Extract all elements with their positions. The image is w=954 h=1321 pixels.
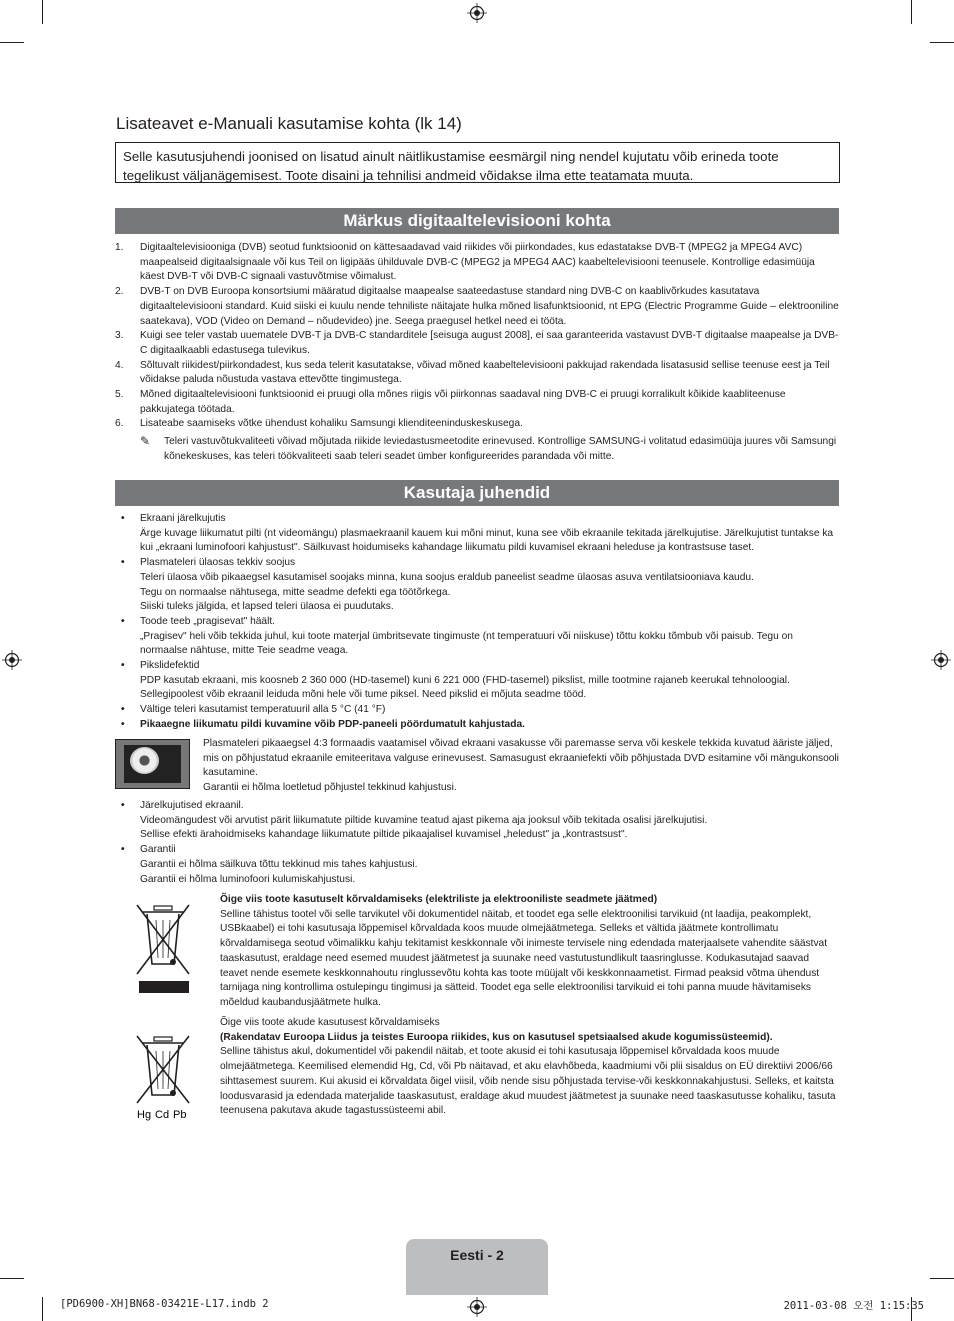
list-item: • Plasmateleri ülaosas tekkiv soojus Teleri ülaosa võib pikaaegsel kasutamisel soojaks minna, kuna soojus eraldub paneelist seadme ülaosas asuva ventilatsiooniava kaudu. Tegu on normaalse nähtusega, mitte seadme defekti ega töötõrkega. Siiski tuleks jälgida, et lapsed teleri ülaosa ei puudutaks.: [121, 557, 754, 613]
flower-image: [130, 747, 159, 774]
chem-label-cd: Cd: [155, 1109, 170, 1121]
dtv-list: [115, 241, 839, 465]
crop-mark: [42, 1297, 43, 1321]
print-slug-right: 2011-03-08 오전 1:15:35: [783, 1300, 924, 1312]
registration-mark-icon: [931, 650, 951, 670]
crossed-battery-bin-icon: [134, 1033, 192, 1123]
bullet-icon: •: [121, 844, 125, 856]
section-heading-user: Kasutaja juhendid: [115, 480, 839, 506]
bullet-icon: •: [121, 615, 125, 627]
bullet-icon: •: [121, 513, 125, 524]
tv-image: [115, 739, 190, 789]
crop-mark: [42, 0, 43, 24]
page-title: Lisateavet e-Manuali kasutamise kohta (lk 14): [116, 114, 462, 133]
list-item: 6. Lisateabe saamiseks võtke ühendust kohaliku Samsungi klienditeeninduskeskusega.: [115, 418, 523, 430]
registration-mark-icon: [467, 3, 487, 23]
battery-note: Õige viis toote akude kasutusest kõrvaldamiseks (Rakendatav Euroopa Liidus ja teistes Euroopa riikides, kus on kasutusel spetsiaalsed akude kogumissüsteemid). Selline tähistus akul, dokumentidel või pakendil näitab, et toote akusid ei tohi kasutusaja lõppemisel kõrvaldada koos muude olmejäätmetega. Keemilised elemendid Hg, Cd, või Pb näitavad, et aku elavhõbeda, kaadmiumi või plii sisaldus on EÜ direktiivi 2006/66 sihttasemest suurem. Kui akusid ei kõrvaldata õigel viisil, võib nende sisu põhjustada tervise-või keskkonnakahjustusi. Selleks, et kaitsta loodusvarasid ja edendada materjalide taaskasutust, eraldage akud muudest jäätmetest ja suunake need taaskasutusse kohaliku, tasuta teenusena pakutava akude tagastussüsteemi abil.: [220, 1017, 836, 1117]
list-item: 2. DVB-T on DVB Euroopa konsortsiumi määratud digitaalse maapealse saateedastuse standard ning DVB-C on kaablivõrkudes kasutatava digitaaltelevisiooni standard. Kuid siiski ei kuulu nende tehniliste näitajate hulka mõned lisafunktsioonid, nt EPG (Electric Programme Guide – elektrooniline saatekava), VOD (Video on Demand – nõudevideo) jne. Seega praegusel hetkel need ei tööta.: [115, 286, 839, 327]
bullet-icon: •: [121, 557, 125, 569]
crossed-bin-icon: [134, 902, 192, 994]
list-item: 1. Digitaaltelevisiooniga (DVB) seotud funktsioonid on kättesaadavad vaid riikides või piirkondades, kus edastatakse DVB-T (MPEG2 ja MPEG4 AVC) maapealseid digitaalsignaale või kus Teil on ligipääs ühilduvale DVB-C (MPEG2 ja MPEG4 AAC) kaabeltelevisiooni teenusele. Kontrollige edasimüüja käest DVB-T või DVB-C signaali vastuvõtmise võimalust.: [115, 242, 815, 283]
bullet-icon: •: [121, 704, 125, 716]
disclaimer-box: Selle kasutusjuhendi joonised on lisatud ainult näitlikustamise eesmärgil ning nendel kujutatu võib erineda toote tegelikust väljanägemisest. Toote disaini ja tehnilisi andmeid võidakse ilma ette teatamata muuta.: [115, 142, 840, 183]
registration-mark-icon: [2, 650, 22, 670]
registration-mark-icon: [467, 1297, 487, 1317]
bullet-icon: •: [121, 718, 125, 730]
list-item: • Garantii Garantii ei hõlma säilkuva tõttu tekkinud mis tahes kahjustusi. Garantii ei hõlma luminofoori kulumiskahjustusi.: [121, 844, 418, 885]
crop-mark: [930, 1278, 954, 1279]
list-item: • Pikslidefektid PDP kasutab ekraani, mis koosneb 2 360 000 (HD-tasemel) kuni 6 221 000 (FHD-tasemel) pikslist, mille tootmine rajaneb keerukal tehnoloogial. Sellegipoolest võib ekraanil leiduda mõni hele või tume piksel. Need pikslid ei mõjuta seadme tööd.: [121, 660, 790, 701]
list-item: • Vältige teleri kasutamist temperatuuril alla 5 °C (41 °F): [115, 703, 839, 718]
list-item: 4. Sõltuvalt riikidest/piirkondadest, kus seda telerit kasutatakse, võivad mõned kaabeltelevisiooni pakkujad rakendada lisatasusid sellise teenuse eest ja Teil võidakse paluda nõustuda vastava ettevõtte tingimustega.: [115, 359, 830, 386]
pencil-icon: ✎: [140, 434, 151, 449]
user-guide-list-2: [115, 799, 839, 887]
list-item: • Toode teeb „pragisevat" häält. „Pragisev" heli võib tekkida juhul, kui toote materjal ümbritsevate tingimuste (nt temperatuuri või niiskuse) tõttu kokku tõmbub või paisub. Tegu on normaalse nähtuse, mitte Teie seadme veaga.: [121, 615, 793, 657]
list-item: • Ekraani järelkujutis Ärge kuvage liikumatut pilti (nt videomängu) plasmaekraanil kauem kui mõni minut, kuna see võib ekraanile tekitada järelkujutise. Järelkujutist tuntakse ka kui „ekraani luminofoori kahjustust". Säilkuvast hoidumiseks kahandage liikumatu pildi kuvamisel ekraani heleduse ja kontrastsuse taset.: [121, 513, 834, 554]
bullet-icon: •: [121, 660, 125, 672]
chem-label-hg: Hg: [137, 1109, 152, 1121]
crop-mark: [0, 1278, 24, 1279]
list-item: 5. Mõned digitaaltelevisiooni funktsioonid ei pruugi olla mõnes riigis või piirkonnas saadaval ning DVB-C ei pruugi korralikult kõikide kaabliteenuse pakkujatega töötada.: [115, 389, 786, 415]
user-guide-list: [115, 512, 839, 733]
list-item: • Pikaaegne liikumatu pildi kuvamine võib PDP-paneeli pöördumatult kahjustada.: [115, 718, 839, 733]
bullet-icon: •: [121, 800, 125, 811]
page-number-tab: Eesti - 2: [406, 1239, 548, 1295]
weee-note: Õige viis toote kasutuselt kõrvaldamiseks (elektriliste ja elektrooniliste seadmete jäätmed) Selline tähistus tootel või selle tarvikutel või dokumentidel näitab, et toodet ega selle elektroonilisi tarvikuid (nt laadija, peakomplekt, USBkaabel) ei tohi kasutusaja lõppemisel kõrvaldada koos muude olmejäätmetega. Selleks et vältida jäätmete kontrollimatu kõrvaldamisega seotud võimalikku kahju tekitamist keskkonnale või inimeste tervisele ning edendada materjaalsete vahendite säästvat taaskasutust, eraldage need esemed muudest jäätmetest ja suunake need vastutustundlikult taasringlusse. Kodukasutajad saavad teavet nende esemete keskkonnahoutu ringlussevõtu kohta kas toote müüjalt või keskkonnaametist. Firmad peaksid võtma ühendust tarnijaga ning kontrollima ostulepingu tingimusi ja sätteid. Toodet ega selle elektroonilisi tarvikuid ei tohi panna muude hävitamiseks mõeldud kaubandusjäätmete hulka.: [220, 894, 828, 1008]
list-item: • Järelkujutised ekraanil. Videomängudest või arvutist pärit liikumatute piltide kuvamine teatud ajast pikema aja jooksul võib tekitada osalisi järelkujutisi. Sellise efekti ärahoidmiseks kahandage liikumatute piltide pikaajalisel kuvamisel „heledust" ja „kontrastsust".: [121, 800, 708, 841]
chem-label-pb: Pb: [173, 1109, 187, 1121]
list-item: 3. Kuigi see teler vastab uuematele DVB-T ja DVB-C standarditele [seisuga august 2008], ei saa garanteerida vastavust DVB-T digitaalse maapealse ja DVB-C digitaalkaabli edastusega tulevikus.: [115, 330, 839, 356]
crop-mark: [930, 42, 954, 43]
crop-mark: [911, 0, 912, 24]
section-heading-dtv: Märkus digitaaltelevisiooni kohta: [115, 208, 839, 234]
print-slug-left: [PD6900-XH]BN68-03421E-L17.indb 2: [60, 1298, 269, 1310]
crop-mark: [0, 42, 24, 43]
memo-note: ✎ Teleri vastuvõtukvaliteeti võivad mõjutada riikide leviedastusmeetodite erinevused. Kontrollige SAMSUNG-i volitatud edasimüüja juures või Samsungi kõnekeskuses, kas teleri töökvaliteeti saab teleri seadet ümber konfigureerides parandada või mitte.: [140, 434, 837, 462]
